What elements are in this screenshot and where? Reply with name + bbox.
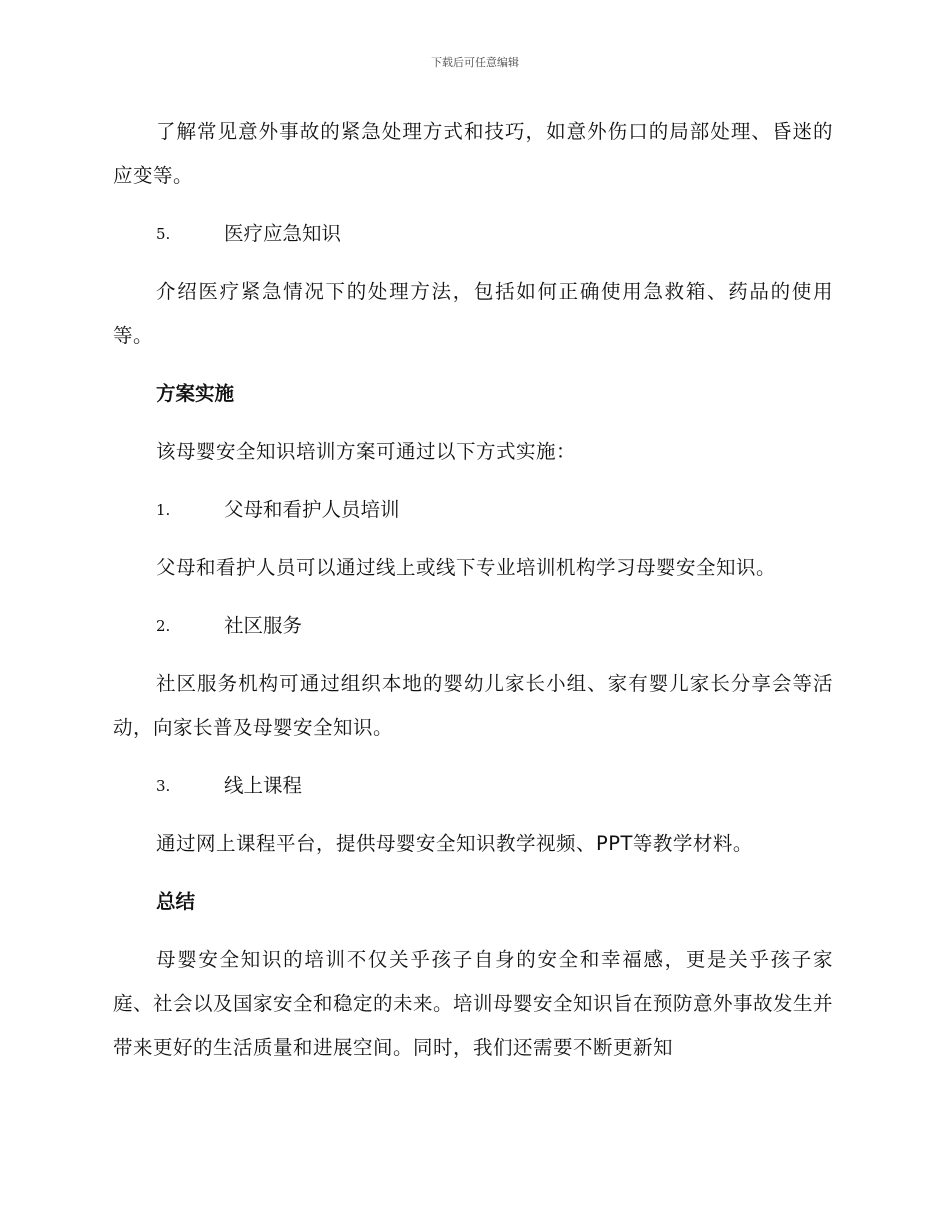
section-heading-implementation: 方案实施 <box>156 382 235 405</box>
list-label: 父母和看护人员培训 <box>224 498 400 521</box>
list-number: 1. <box>156 501 171 519</box>
paragraph-medical-emergency: 介绍医疗紧急情况下的处理方法，包括如何正确使用急救箱、药品的使用等。 <box>113 280 833 347</box>
paragraph-online-course: 通过网上课程平台，提供母婴安全知识教学视频、PPT等教学材料。 <box>156 832 753 855</box>
list-label: 社区服务 <box>224 614 303 637</box>
section-heading-summary: 总结 <box>156 890 196 913</box>
document-body <box>113 110 833 1084</box>
list-number: 2. <box>156 617 171 635</box>
page-header: 下载后可任意编辑 <box>431 56 519 69</box>
list-label: 线上课程 <box>224 774 303 797</box>
list-item-online-course <box>113 764 833 808</box>
paragraph-parent-training: 父母和看护人员可以通过线上或线下专业培训机构学习母婴安全知识。 <box>156 556 777 579</box>
list-label: 医疗应急知识 <box>224 222 342 245</box>
list-item-medical-emergency <box>113 212 833 256</box>
list-item-parent-training <box>113 488 833 532</box>
list-item-community-service <box>113 604 833 648</box>
list-number: 5. <box>156 225 171 243</box>
list-number: 3. <box>156 777 171 795</box>
paragraph-community-service: 社区服务机构可通过组织本地的婴幼儿家长小组、家有婴儿家长分享会等活动，向家长普及母婴安全知识。 <box>113 672 833 739</box>
paragraph-implementation-intro: 该母婴安全知识培训方案可通过以下方式实施： <box>156 440 577 463</box>
paragraph-summary: 母婴安全知识的培训不仅关乎孩子自身的安全和幸福感，更是关乎孩子家庭、社会以及国家安全和稳定的未来。培训母婴安全知识旨在预防意外事故发生并带来更好的生活质量和进展空间。同时，我们还需要不断更新知 <box>113 948 834 1059</box>
paragraph-accident-handling: 了解常见意外事故的紧急处理方式和技巧，如意外伤口的局部处理、昏迷的应变等。 <box>113 120 833 187</box>
